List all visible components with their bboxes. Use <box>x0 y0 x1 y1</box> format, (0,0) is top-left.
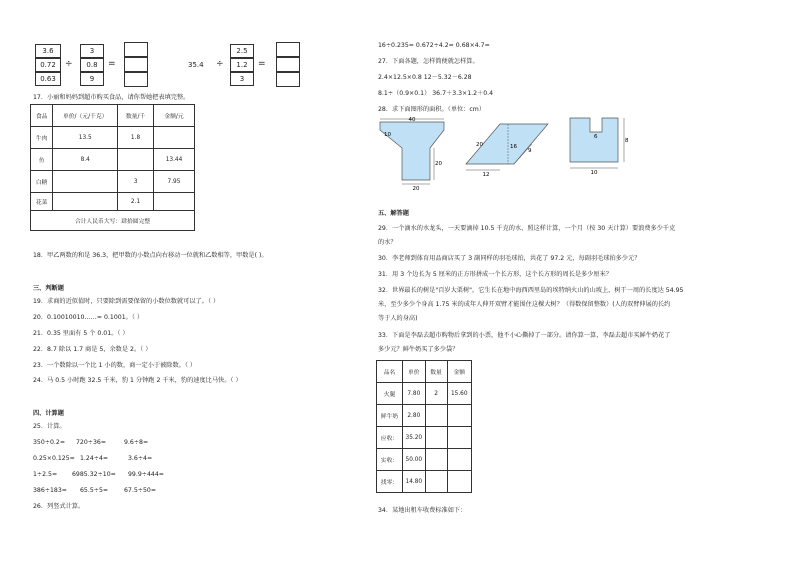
answer-box-2b[interactable] <box>276 57 300 72</box>
receipt-table <box>376 360 472 493</box>
answer-box-1c[interactable] <box>124 72 148 87</box>
receipt-r3-label: 应收： <box>377 427 403 449</box>
equals-symbol: = <box>108 59 116 69</box>
answer-box-2c[interactable] <box>276 72 300 87</box>
receipt-r1-price: 7.80 <box>403 383 426 405</box>
cell-r1-c3: 1.8 <box>118 127 154 149</box>
answer-box-1a[interactable] <box>124 42 148 57</box>
calc-r2-c2: 1.24÷4= <box>80 455 109 462</box>
receipt-r3-empty-a <box>425 427 447 449</box>
receipt-r2-price: 2.80 <box>403 405 426 427</box>
question-17: 17．小丽和妈妈到超市购买食品，请你帮她把表填完整。 <box>33 94 190 101</box>
calc-r3-c2: 6985.32÷10= <box>72 471 116 478</box>
fig1-left-label: 10 <box>384 132 391 138</box>
cell-r4-c4[interactable] <box>153 193 194 211</box>
calc-r2-c3: 3.6÷4= <box>128 455 153 462</box>
question-27: 27．下面各题，怎样简便就怎样算。 <box>378 58 479 65</box>
frac2-mid: 0.8 <box>80 58 104 72</box>
frac3-left-number: 35.4 <box>188 61 204 69</box>
frac3-bottom: 3 <box>230 72 254 86</box>
cell-r2-c4: 13.44 <box>153 149 194 171</box>
section-4-title: 四、计算题 <box>33 410 64 417</box>
frac3-top: 2.5 <box>230 44 254 58</box>
question-25: 25．计算。 <box>33 423 66 430</box>
frac2-top: 3 <box>80 44 104 58</box>
fig3-b-label: 8 <box>625 138 629 144</box>
question-32-line-3: 等于人的身高) <box>378 315 418 322</box>
cell-r1-c2: 13.5 <box>53 127 118 149</box>
receipt-r5-value: 14.80 <box>403 471 426 493</box>
th-price: 单价/（元/千克） <box>53 105 118 127</box>
question-34: 34．某地出租车收费标准如下： <box>378 507 467 514</box>
receipt-r3-empty-b <box>447 427 472 449</box>
question-20: 20．0.10010010……≈ 0.1001。（ ） <box>33 314 144 321</box>
frac2-bottom: 9 <box>80 72 104 86</box>
fig1-bottom-label: 20 <box>412 186 420 190</box>
cell-r4-c3: 2.1 <box>118 193 154 211</box>
question-18: 18．甲乙两数的和是 36.3，把甲数的小数点向右移动一位就和乙数相等，甲数是( )。 <box>33 252 268 259</box>
question-22: 22．8.7 除以 1.7 商是 5，余数是 2。（ ） <box>33 346 152 353</box>
cell-r3-c4: 7.95 <box>153 171 194 193</box>
fig3-a-label: 6 <box>594 134 598 140</box>
answer-box-2a[interactable] <box>276 42 300 57</box>
q27-row-1: 2.4×12.5×0.8 12－5.32－6.28 <box>378 74 472 81</box>
cell-r3-c3: 3 <box>118 171 154 193</box>
top-calc-line: 16÷0.235= 0.672÷4.2= 0.68×4.7= <box>378 42 490 49</box>
question-32-line-1: 32．世界最长的树是"百岁大栗树"，它生长在地中海西西里岛的埃特纳火山的山坡上，树干一周的长度达 54.95 <box>378 287 684 294</box>
cell-r1-c4[interactable] <box>153 127 194 149</box>
fig2-b-label: 16 <box>510 144 517 150</box>
table-total-row: 合计人民币大写：肆拾圆完整 <box>31 211 195 231</box>
calc-r3-c3: 99.9÷444= <box>128 471 164 478</box>
question-28: 28．求下面图形的面积。（单位：cm） <box>378 106 486 113</box>
cell-r2-c1: 鱼 <box>31 149 53 171</box>
section-5-title: 五、解答题 <box>378 210 409 217</box>
calc-r4-c2: 65.5÷5= <box>80 487 109 494</box>
cell-r3-c2[interactable] <box>53 171 118 193</box>
cell-r2-c3[interactable] <box>118 149 154 171</box>
cell-r1-c1: 牛肉 <box>31 127 53 149</box>
receipt-th-amount: 金额 <box>447 361 472 383</box>
frac3-mid: 1.2 <box>230 58 254 72</box>
fig1-right-label: 20 <box>435 161 442 167</box>
q27-row-2: 8.1÷（0.9×0.1） 36.7＋3.3×1.2＋0.4 <box>378 90 494 97</box>
calc-r2-c1: 0.25×0.125= <box>33 455 75 462</box>
th-food: 食品 <box>31 105 53 127</box>
receipt-r5-empty-b <box>447 471 472 493</box>
answer-box-1b[interactable] <box>124 57 148 72</box>
cell-r3-c1: 白糖 <box>31 171 53 193</box>
divide-symbol: ÷ <box>65 59 73 69</box>
question-21: 21．0.35 里面有 5 个 0.01。（ ） <box>33 330 129 337</box>
cell-r4-c1: 花菜 <box>31 193 53 211</box>
fig3-c-label: 10 <box>590 170 598 176</box>
th-qty: 数量/千 <box>118 105 154 127</box>
frac1-top: 3.6 <box>35 44 61 58</box>
question-29-line-1: 29．一个滴水的水龙头，一天要滴掉 10.5 千克的水，照这样计算，一个月（按 30 天计算）要浪费多少千克 <box>378 225 676 232</box>
fig2-c-label: 9 <box>528 148 532 154</box>
question-30: 30．李老师到体育用品商店买了 3 副同样的羽毛球拍，共花了 97.2 元，每副羽毛球拍多少元？ <box>378 255 641 262</box>
equals-symbol-2: = <box>258 59 266 69</box>
receipt-r1-name: 火腿 <box>377 383 403 405</box>
question-31: 31．用 3 个边长为 5 厘米的正方形拼成一个长方形，这个长方形的周长是多少厘米？ <box>378 271 612 278</box>
question-19: 19．求商的近似值时，只要除到需要保留的小数位数就可以了。（ ） <box>33 298 220 305</box>
question-29-line-2: 的水？ <box>378 239 397 246</box>
th-amount: 金额/元 <box>153 105 194 127</box>
receipt-r2-amount[interactable] <box>447 405 472 427</box>
cell-r4-c2[interactable] <box>53 193 118 211</box>
cell-r2-c2: 8.4 <box>53 149 118 171</box>
receipt-r1-qty: 2 <box>425 383 447 405</box>
receipt-th-qty: 数量 <box>425 361 447 383</box>
question-26: 26．列竖式计算。 <box>33 503 85 510</box>
receipt-r4-value: 50.00 <box>403 449 426 471</box>
receipt-r4-empty-a <box>425 449 447 471</box>
table-17 <box>30 104 195 231</box>
question-23: 23．一个数除以一个比 1 小的数，商一定小于被除数。（ ） <box>33 362 197 369</box>
question-33-line-1: 33．下面是李磊去超市购物后拿到的小票，他不小心撕掉了一部分。请你算一算，李磊去超市买鲜牛奶花了 <box>378 332 671 339</box>
fig2-d-label: 12 <box>482 172 490 178</box>
fig1-top-label: 40 <box>408 117 416 123</box>
section-3-title: 三、判断题 <box>33 285 64 292</box>
divide-symbol-2: ÷ <box>216 59 224 69</box>
receipt-th-name: 品名 <box>377 361 403 383</box>
receipt-r2-qty[interactable] <box>425 405 447 427</box>
calc-r3-c1: 1÷2.5= <box>33 471 58 478</box>
figure-3-shape <box>566 114 632 176</box>
calc-r4-c3: 67.5÷50= <box>124 487 157 494</box>
receipt-r4-label: 实收： <box>377 449 403 471</box>
receipt-r3-value: 35.20 <box>403 427 426 449</box>
question-33-line-2: 多少元？鲜牛奶买了多少袋？ <box>378 346 459 353</box>
question-32-line-2: 米，至少多少个身高 1.75 米的成年人伸开双臂才能围住这棵大树？（得数保留整数）(人的双臂伸展的长约 <box>378 301 671 308</box>
figure-2-shape <box>462 120 552 178</box>
receipt-th-price: 单价 <box>403 361 426 383</box>
receipt-r4-empty-b <box>447 449 472 471</box>
figure-1-shape <box>378 114 448 190</box>
question-24: 24．马 0.5 小时跑 32.5 千米，豹 1 分钟跑 2 千米，豹的速度比马快。（ ） <box>33 377 242 384</box>
frac1-mid: 0.72 <box>35 58 61 72</box>
receipt-r2-name: 鲜牛奶 <box>377 405 403 427</box>
frac1-bottom: 0.63 <box>35 72 61 86</box>
calc-r4-c1: 386÷183= <box>33 487 67 494</box>
fig2-a-label: 20 <box>476 142 483 148</box>
receipt-r5-empty-a <box>425 471 447 493</box>
receipt-r1-amount: 15.60 <box>447 383 472 405</box>
calc-r1-c2: 720÷36= <box>76 439 107 446</box>
calc-r1-c3: 9.6÷8= <box>124 439 149 446</box>
receipt-r5-label: 找零： <box>377 471 403 493</box>
calc-r1-c1: 350÷0.2= <box>33 439 66 446</box>
